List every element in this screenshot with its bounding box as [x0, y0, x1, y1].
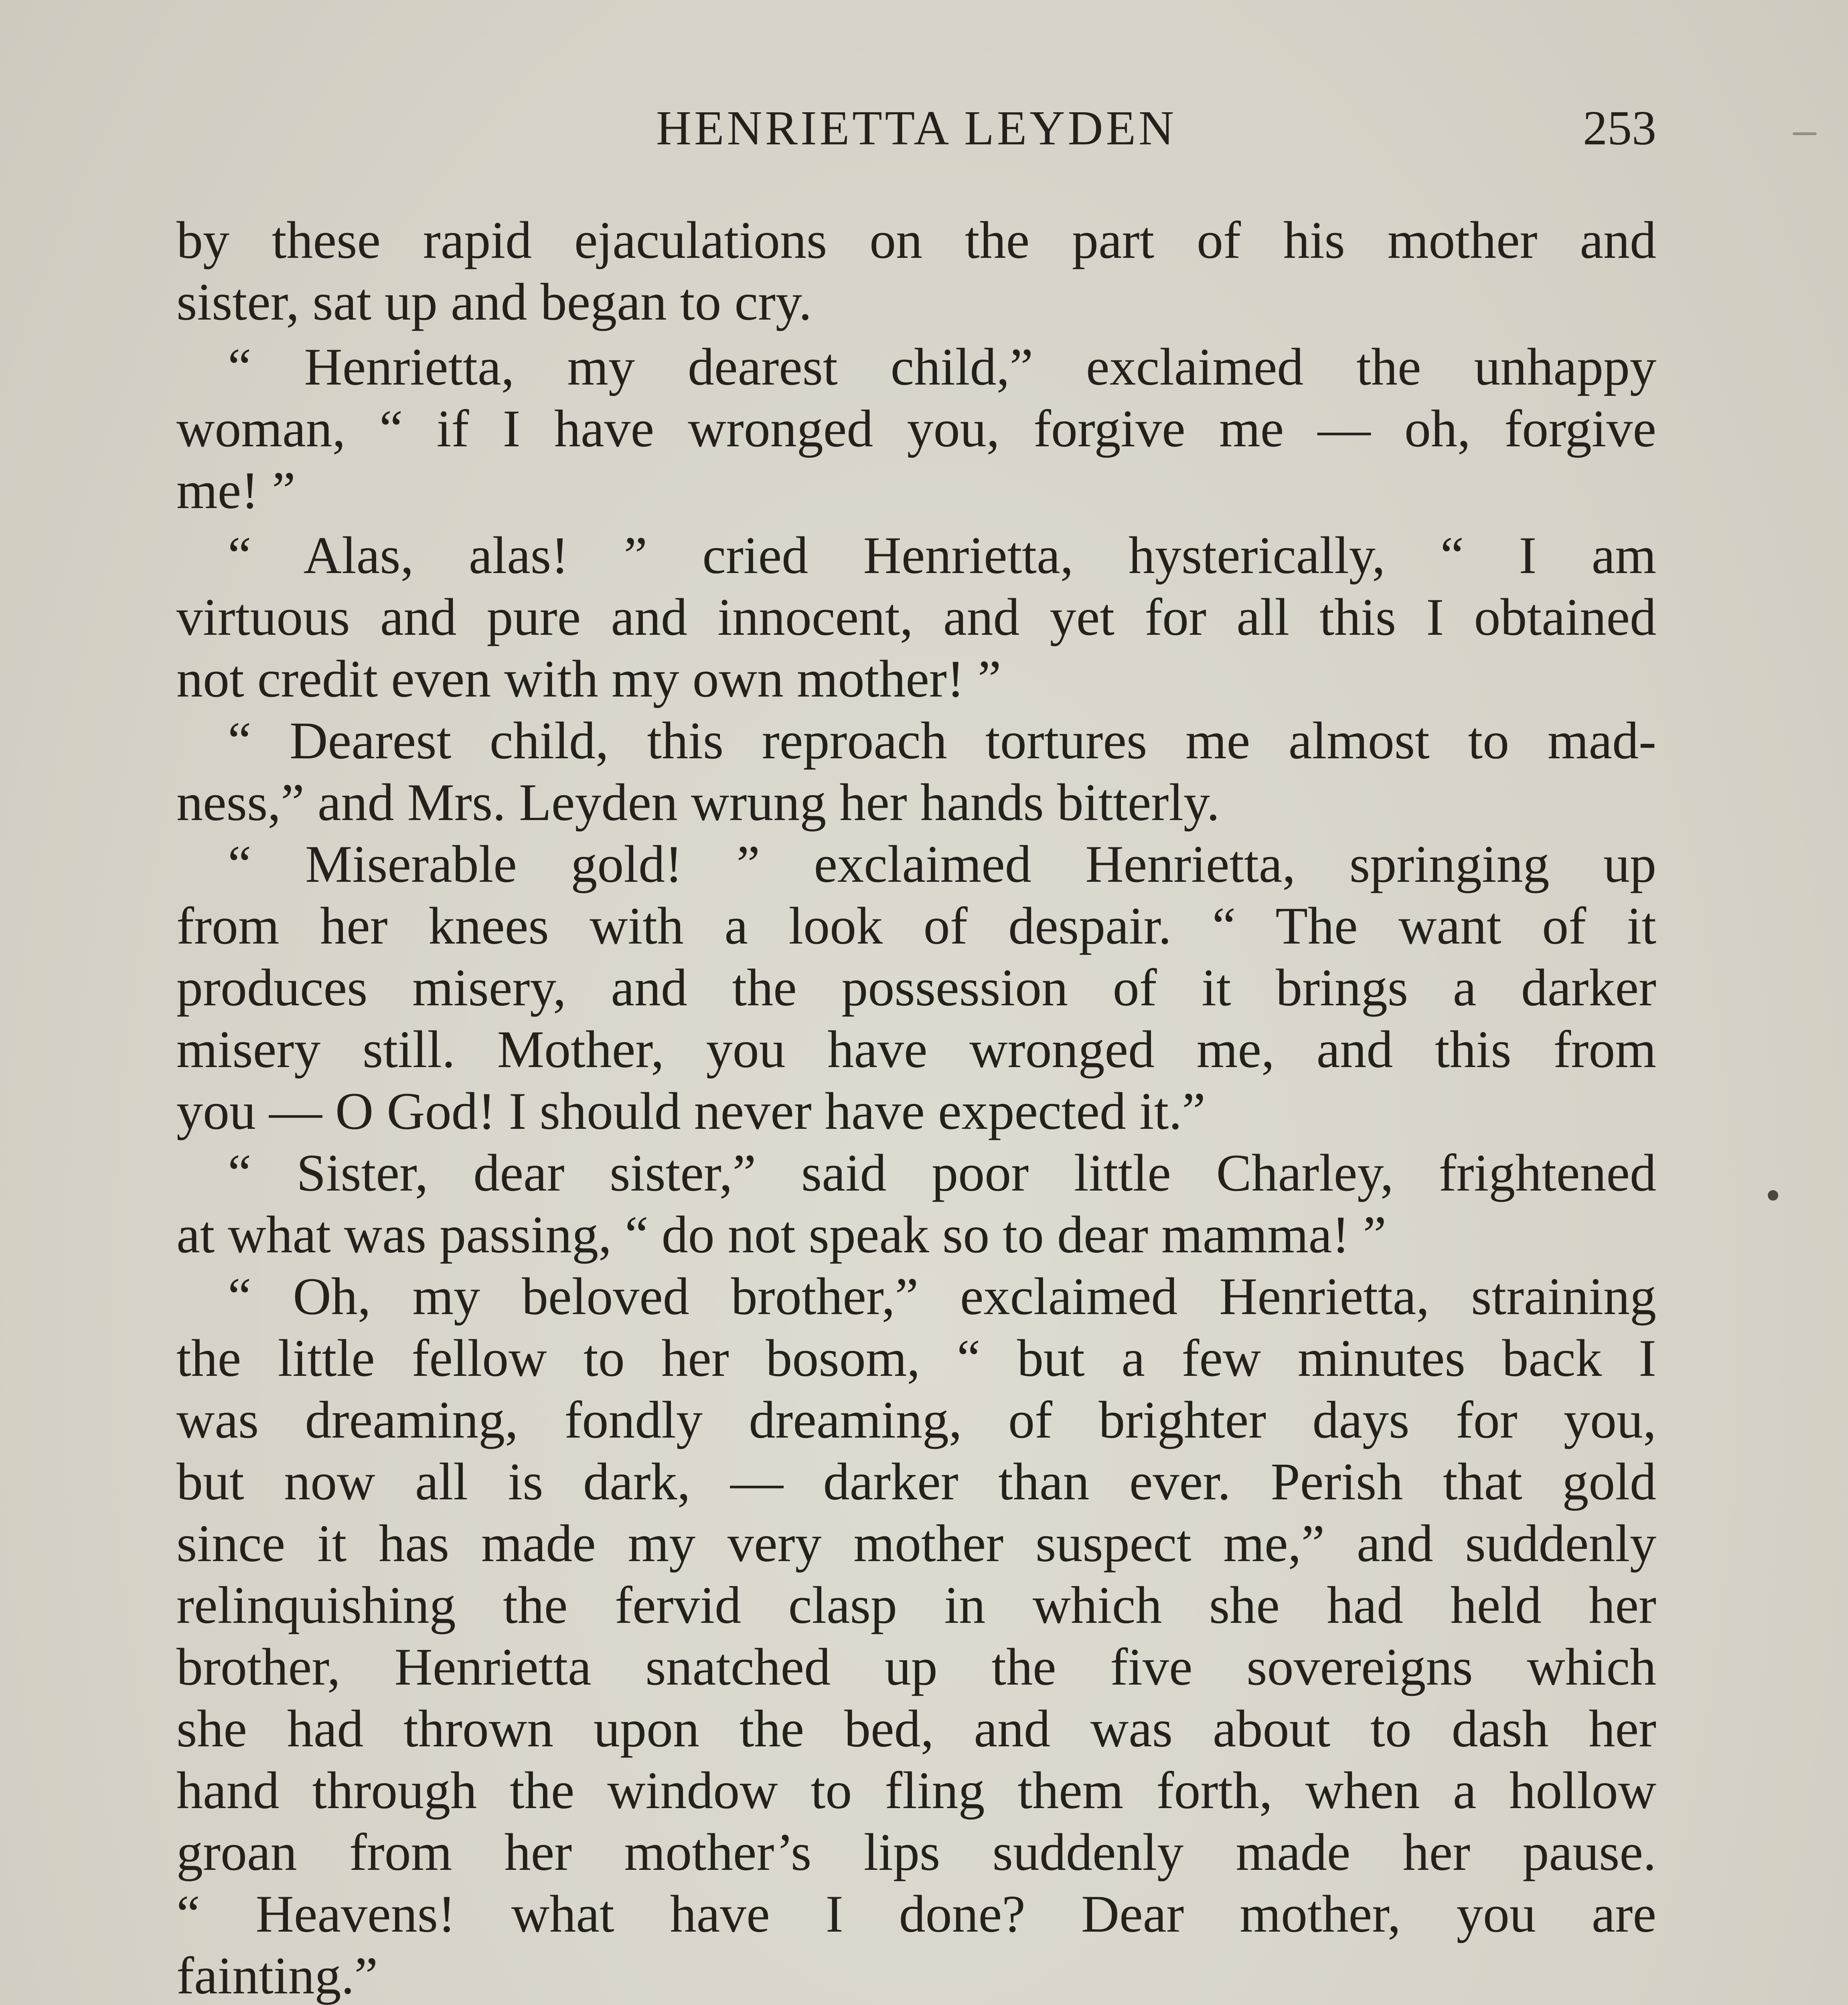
text-line: at what was passing, “ do not speak so to dear mamma! ” — [176, 1205, 1386, 1264]
text-line: ness,” and Mrs. Leyden wrung her hands bitterly. — [176, 773, 1220, 832]
text-line: misery still. Mother, you have wronged me, and this from — [176, 1020, 1656, 1079]
text-line: “ Miserable gold! ” exclaimed Henrietta, springing up — [228, 834, 1656, 893]
text-line: not credit even with my own mother! ” — [176, 649, 1001, 708]
text-line: from her knees with a look of despair. “ The want of it — [176, 896, 1656, 955]
page-header — [176, 96, 1656, 160]
text-line: the little fellow to her bosom, “ but a few minutes back I — [176, 1329, 1656, 1387]
text-line: fainting.” — [176, 1946, 378, 2005]
text-line: “ Henrietta, my dearest child,” exclaimed the unhappy — [228, 337, 1656, 396]
text-line: was dreaming, fondly dreaming, of brighter days for you, — [176, 1390, 1656, 1449]
running-title: HENRIETTA LEYDEN — [656, 101, 1177, 155]
text-line: produces misery, and the possession of it brings a darker — [176, 958, 1656, 1017]
text-line: “ Alas, alas! ” cried Henrietta, hysterically, “ I am — [228, 526, 1656, 585]
text-line: but now all is dark, — darker than ever. Perish that gold — [176, 1452, 1656, 1511]
text-line: she had thrown upon the bed, and was about to dash her — [176, 1699, 1656, 1758]
text-line: groan from her mother’s lips suddenly made her pause. — [176, 1823, 1656, 1881]
text-line: virtuous and pure and innocent, and yet for all this I obtained — [176, 587, 1656, 646]
text-line: woman, “ if I have wronged you, forgive me — oh, forgive — [176, 399, 1656, 458]
text-line: “ Dearest child, this reproach tortures me almost to mad- — [228, 711, 1656, 770]
margin-dot — [1768, 1190, 1778, 1201]
text-line: “ Oh, my beloved brother,” exclaimed Henrietta, straining — [228, 1267, 1656, 1326]
text-line: “ Sister, dear sister,” said poor little Charley, frightened — [228, 1143, 1656, 1202]
text-line: sister, sat up and began to cry. — [176, 272, 812, 331]
text-line: since it has made my very mother suspect me,” and suddenly — [176, 1514, 1656, 1573]
text-line: hand through the window to fling them forth, when a hollow — [176, 1761, 1656, 1820]
text-line: by these rapid ejaculations on the part of his mother and — [176, 211, 1656, 269]
text-line: brother, Henrietta snatched up the five sovereigns which — [176, 1637, 1656, 1696]
page-body — [176, 209, 1656, 2005]
text-line: “ Heavens! what have I done? Dear mother, you are — [176, 1884, 1656, 1943]
text-line: relinquishing the fervid clasp in which she had held her — [176, 1576, 1656, 1634]
page-number: 253 — [1583, 101, 1656, 155]
edge-dash — [1793, 132, 1817, 135]
text-line: you — O God! I should never have expected it.” — [176, 1081, 1206, 1140]
text-line: me! ” — [176, 461, 296, 520]
